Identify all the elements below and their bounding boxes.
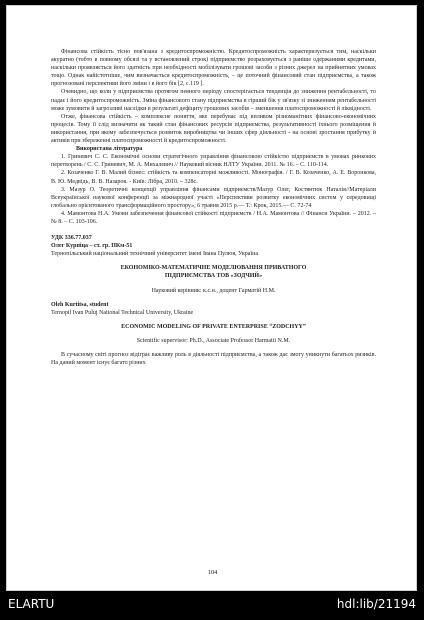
reference-item: 4. Мамонтова Н.А. Умови забезпечення фінансової стійкості підприємств / Н.А. Мамонтова // Фінанси України. – 2012. – № 8. – С. 103-106. [51, 210, 376, 225]
article-title-line: ПІДПРИЄМСТВА ТОВ «ЗОДЧИЙ» [164, 273, 263, 280]
article-title-line: ЕКОНОМІКО-МАТЕМАТИЧНЕ МОДЕЛЮВАННЯ ПРИВАТНОГО [120, 265, 307, 272]
footer-handle-label: hdl:lib/21194 [336, 597, 416, 611]
author-name: Олег Курпіца – ст. гр. ПКм-51 [51, 243, 133, 250]
article-title-en: ECONOMIC MODELING OF PRIVATE ENTERPRISE “ZODCHYY” [121, 323, 306, 330]
paragraph: Очевидно, що коли у підприємства протягом певного періоду спостерігається тенденція до зниження рентабельності, то падає і його кредитоспроможність. Зміна фінансового стану підприємства в гірший бік у зв'язку зі зниженням рентабельності може зумовити й загрозливі наслідки в результаті дефіциту грошових засобів – зменшення платоспроможності й ліквідності. [51, 89, 376, 112]
page-number: 104 [207, 569, 218, 576]
author-name-en: Oleh Kurtitsa, student [51, 301, 109, 308]
affiliation-en: Ternopil Ivan Puluj National Technical University, Ukraine [51, 309, 194, 316]
paragraph: Фінансова стійкість тісно пов'язана з кредитоспроможністю. Кредитоспроможність характеризується тим, наскільки акуратно (тобто в повному обсязі та у встановлений строк) підприємство розраховується з раніше одержаними кредитами, наскільки проявляється його здатність при необхідності мобілізувати грошові засоби з різних джерел на прийнятних умовах тощо. Однак найістотніше, чим визначається кредитоспроможність, – це поточний фінансовий стан підприємства, а також прогнозовані перспективи його зміни і в його бік [2, с.119 ]. [51, 49, 376, 88]
paragraph: В сучасному світі прогноз відіграє важливу роль в діяльності підприємства, а також дає змогу уникнути багатьох ризиків. На даний момент існує багато різних [51, 352, 376, 367]
references-title: Використана література [76, 146, 143, 153]
scientific-supervisor-en: Scientific supervisor: Ph.D., Associate Professor Harmatii N.M. [136, 337, 291, 344]
affiliation: Тернопільський національний технічний університет імені Івана Пулюя, Україна [51, 251, 258, 258]
reference-item: 2. Козаченко Г. В. Малий бізнес: стійкість та компенсаторні можливості. Монографія. / Г. В. Козаченко, А. Е. Воронкова, В. Ю. Медвідь, В. В. Назаров. - Київ: Лібра, 2010. – 328с. [51, 170, 376, 185]
footer-bar [0, 597, 424, 617]
footer-left-label: ELARTU [8, 597, 55, 611]
document-page [6, 5, 417, 591]
page-content [51, 48, 376, 367]
scientific-supervisor: Науковий керівник: к.с.н., доцент Гарматій Н.М. [151, 287, 276, 294]
reference-item: 3. Мазур О. Теоретичні концепції управління фінансами підприємств/Мазур Олег, Костянтюк Наталія//Матеріали Всеукраїнської наукової конференції за міжнародної участі «Перспективи розвитку економічних систем у середовищі глобально орієнтованого трансформаційного простору», 6 травня 2015 р.— Т.: Крок, 2015.— С. 72-74 [51, 186, 376, 209]
udc-code: УДК 336.77.037 [51, 235, 92, 242]
reference-item: 1. Гриневич С. С. Економічні основи стратегічного управління фінансовою стійкістю підприємств в умовах ринкових перетворень / С. С. Гриневич, М. А. Михалевич // Науковий вісник НЛТУ України. 2011. № 16. – С. 110-114. [51, 154, 376, 169]
paragraph: Отже, фінансова стійкість – комплексне поняття, яке перебуває під впливом різноманітних фінансово-економічних процесів. Тому її слід визначити як такий стан фінансових ресурсів підприємства, результативності їхнього розміщення й використання, при якому забезпечується розвиток виробництва чи інших сфер діяльності - на основі зростання прибутку й активів при збереженні платоспроможності й кредитоспроможності. [51, 113, 376, 145]
